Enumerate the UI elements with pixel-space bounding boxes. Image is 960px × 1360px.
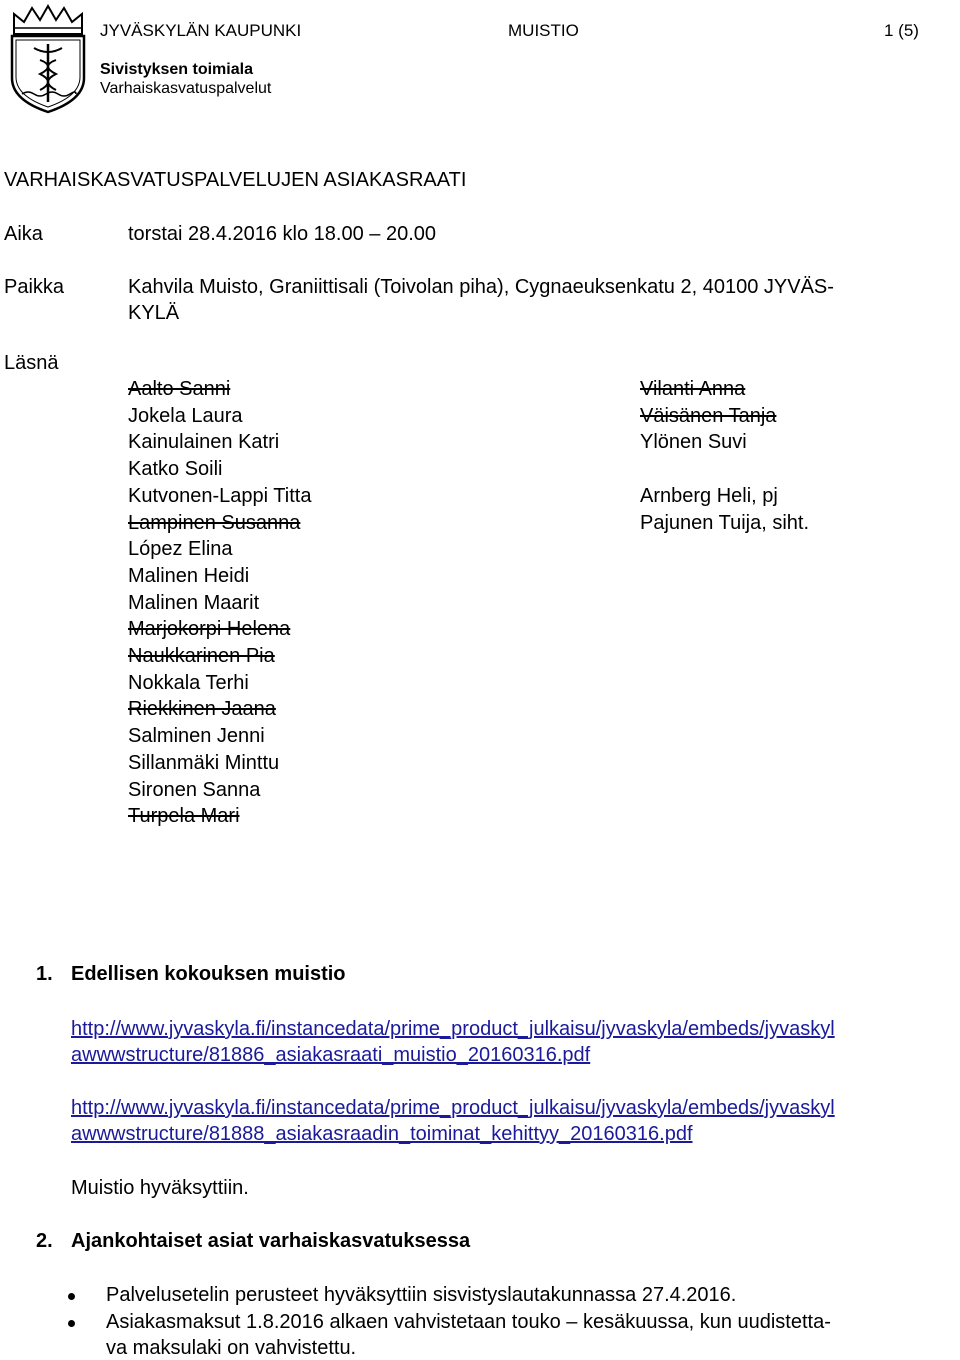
bullet-icon [68,1293,75,1300]
coat-of-arms-icon [4,4,92,114]
attendee-name: Malinen Heidi [128,564,250,587]
bullet-item-1: Palvelusetelin perusteet hyväksyttiin sisvistyslautakunnassa 27.4.2016. [106,1284,737,1306]
minutes-link-1-line2[interactable]: awwwstructure/81886_asiakasraati_muistio_20160316.pdf [71,1044,591,1066]
attendee-name: Salminen Jenni [128,725,265,748]
minutes-link-1-line1[interactable]: http://www.jyvaskyla.fi/instancedata/prime_product_julkaisu/jyvaskyla/embeds/jyvaskyl [71,1018,835,1040]
attendee-spacer [640,456,809,483]
attendee-name: Riekkinen Jaana [128,698,276,721]
section-1-title: Edellisen kokouksen muistio [71,963,346,985]
attendee-name: Sillanmäki Minttu [128,751,280,774]
approval-note: Muistio hyväksyttiin. [71,1177,249,1199]
attendee-name: Naukkarinen Pia [128,645,275,668]
org-name: JYVÄSKYLÄN KAUPUNKI [100,21,302,40]
unit: Varhaiskasvatuspalvelut [100,80,272,97]
aika-label: Aika [4,223,43,245]
attendee-name: Kainulainen Katri [128,431,280,454]
section-2-number: 2. [36,1230,53,1252]
attendee-name: Vilanti Anna [640,378,746,400]
paikka-value-line2: KYLÄ [128,302,180,324]
attendee-list-right [640,376,809,536]
paikka-label: Paikka [4,276,65,298]
attendee-name: Jokela Laura [128,404,243,427]
attendee-name: Kutvonen-Lappi Titta [128,484,312,507]
attendee-list-left [128,376,311,830]
attendee-name: Ylönen Suvi [640,431,747,454]
bullet-item-2-line2: va maksulaki on vahvistettu. [106,1337,357,1359]
aika-value: torstai 28.4.2016 klo 18.00 – 20.00 [128,223,437,245]
section-2-title: Ajankohtaiset asiat varhaiskasvatuksessa [71,1230,471,1252]
attendee-name: Pajunen Tuija, siht. [640,511,809,534]
bullet-icon [68,1320,75,1327]
attendee-name: Aalto Sanni [128,378,231,400]
attendee-name: Sironen Sanna [128,778,261,801]
attendee-name: Turpela Mari [128,805,240,828]
section-1-number: 1. [36,963,53,985]
bullet-item-2-line1: Asiakasmaksut 1.8.2016 alkaen vahvistetaan touko – kesäkuussa, kun uudistetta- [106,1311,831,1333]
minutes-link-2-line2[interactable]: awwwstructure/81888_asiakasraadin_toiminat_kehittyy_20160316.pdf [71,1123,693,1145]
attendee-name: Katko Soili [128,458,223,481]
attendee-name: Arnberg Heli, pj [640,484,778,507]
lasna-label: Läsnä [4,352,59,374]
department: Sivistyksen toimiala [100,61,253,78]
page-number: 1 (5) [884,21,919,40]
attendee-name: Malinen Maarit [128,591,260,614]
document-title: VARHAISKASVATUSPALVELUJEN ASIAKASRAATI [4,169,467,191]
attendee-name: Marjokorpi Helena [128,618,291,641]
paikka-value-line1: Kahvila Muisto, Graniittisali (Toivolan piha), Cygnaeuksenkatu 2, 40100 JYVÄS- [128,276,834,298]
attendee-name: Lampinen Susanna [128,511,301,534]
attendee-name: Väisänen Tanja [640,404,777,427]
minutes-link-2-line1[interactable]: http://www.jyvaskyla.fi/instancedata/prime_product_julkaisu/jyvaskyla/embeds/jyvaskyl [71,1097,835,1119]
doc-type: MUISTIO [508,21,579,40]
attendee-name: López Elina [128,538,233,561]
attendee-name: Nokkala Terhi [128,671,249,694]
